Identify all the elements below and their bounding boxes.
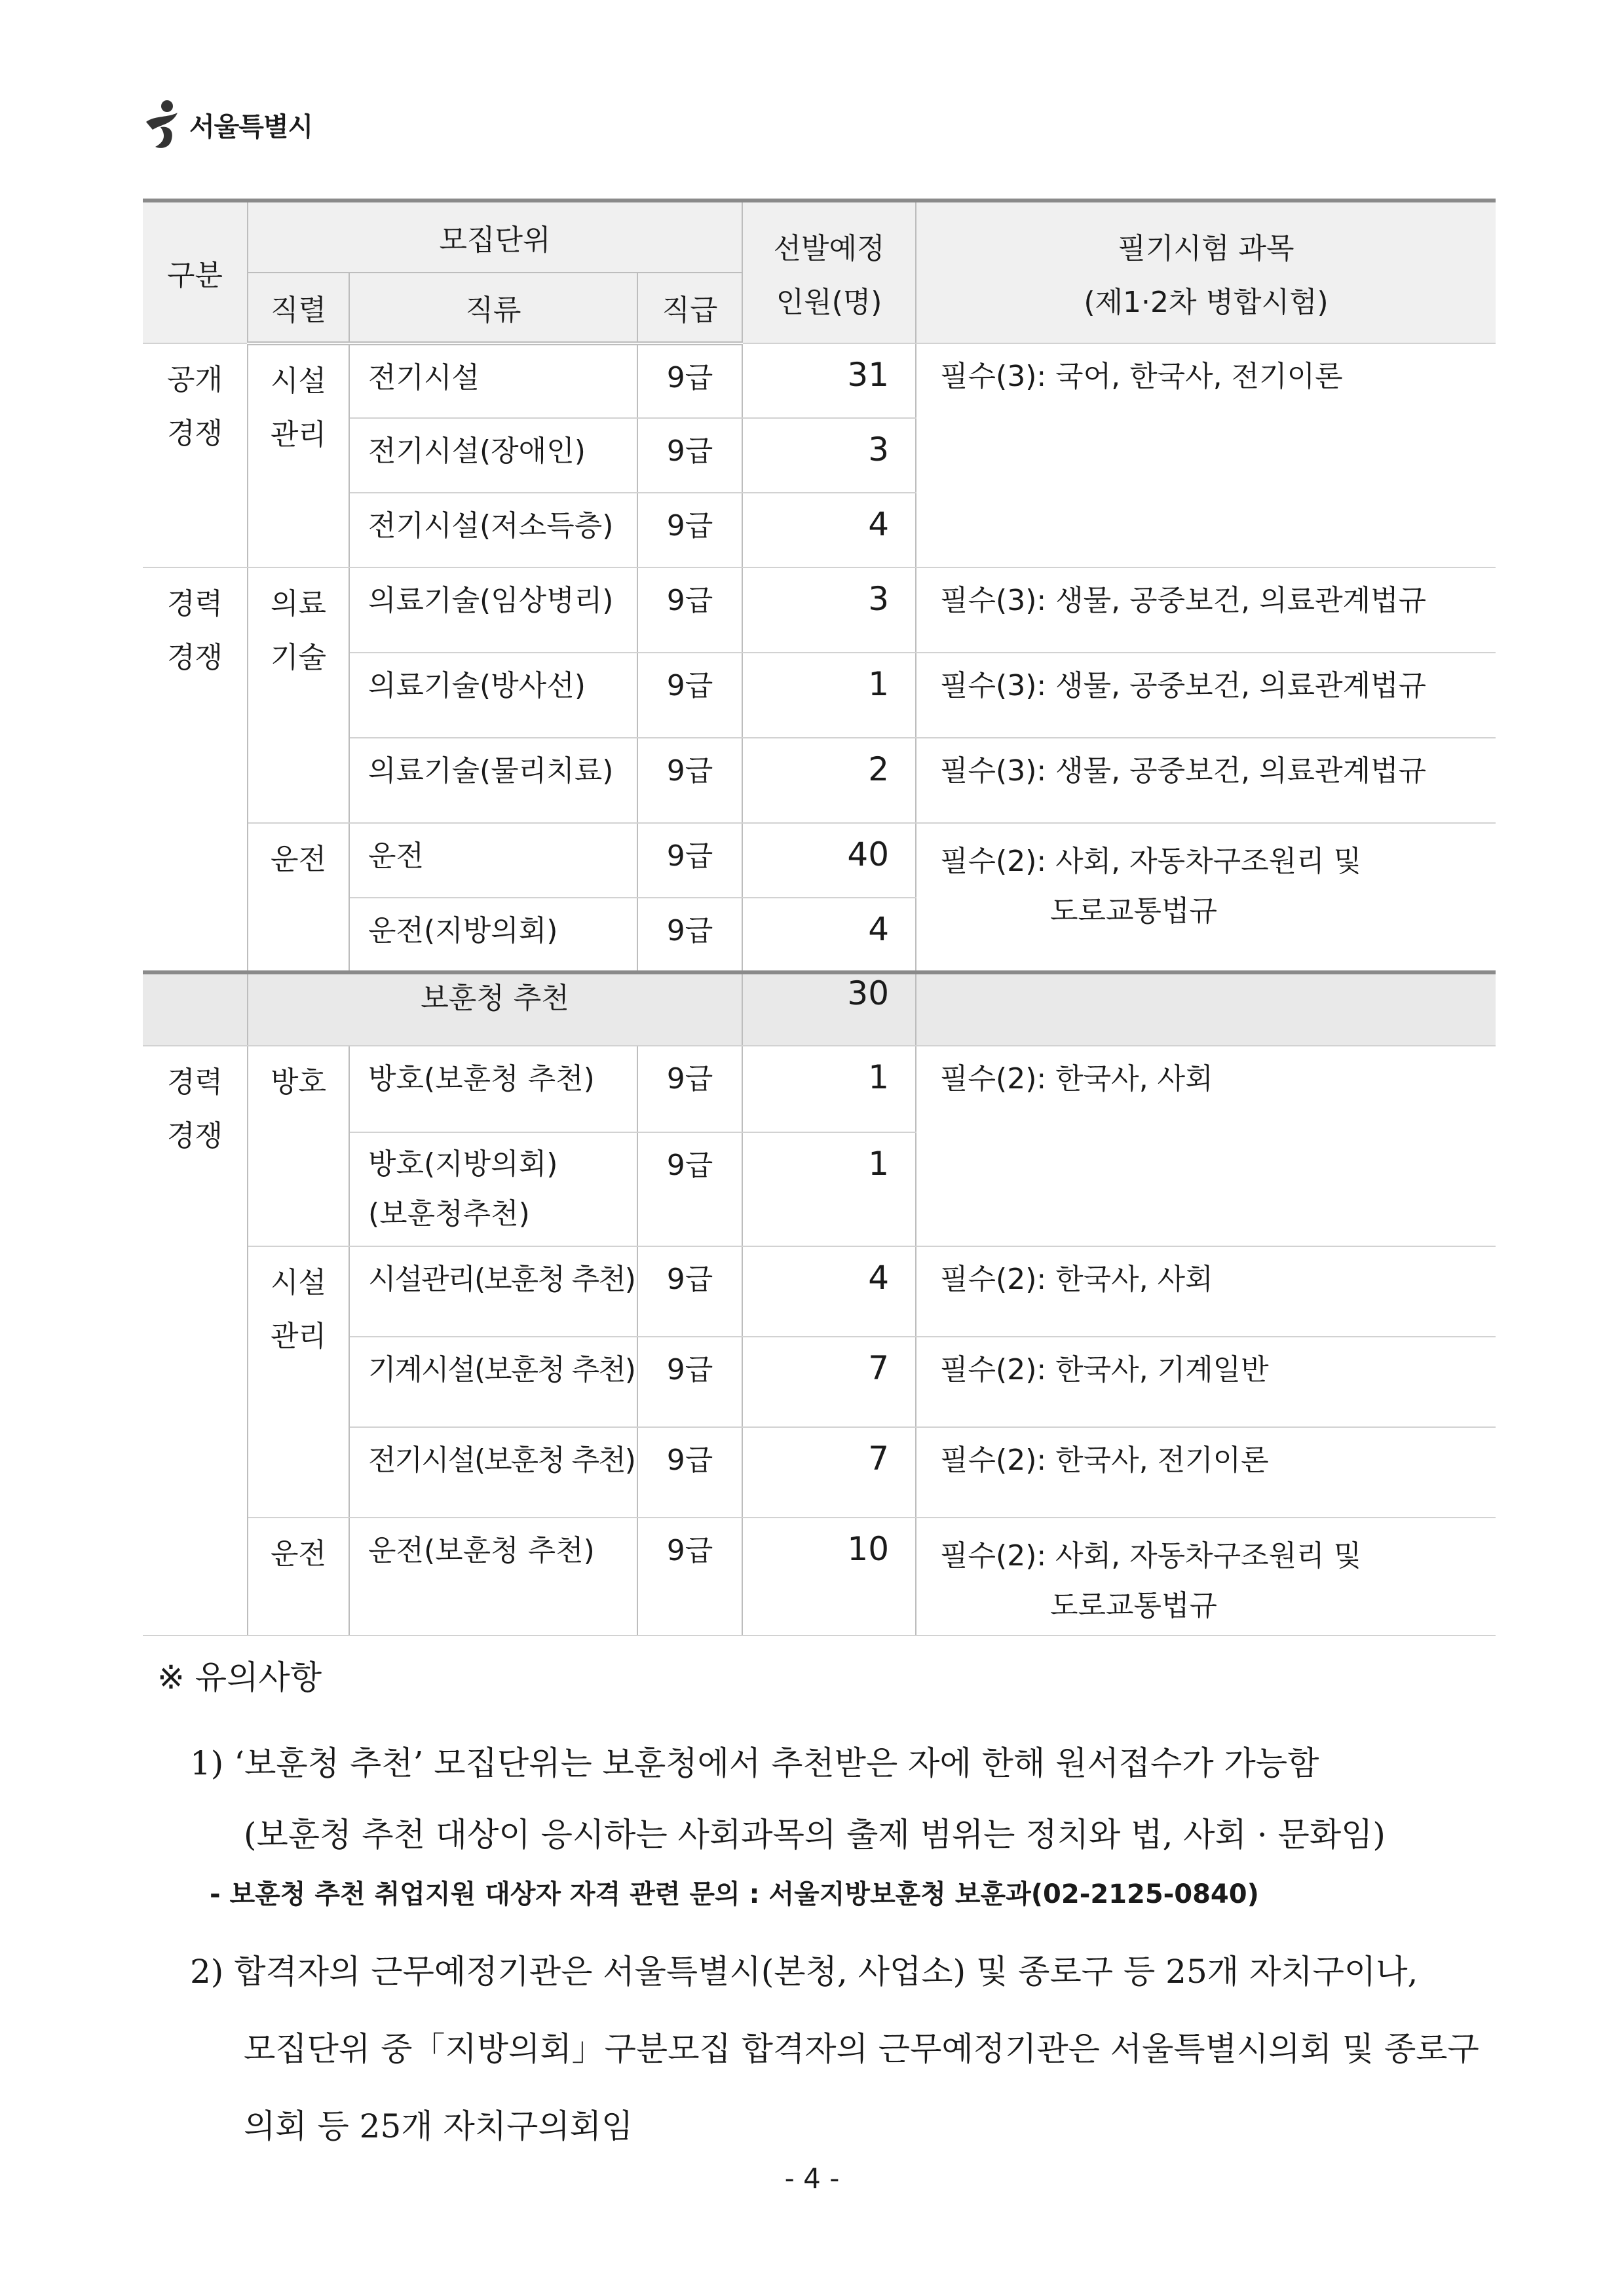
count-cell: 31	[742, 343, 916, 418]
veterans-label: 보훈청 추천	[248, 972, 742, 1046]
grade-cell: 9급	[637, 567, 742, 653]
header-job: 직류	[349, 273, 637, 343]
veterans-total: 30	[742, 972, 916, 1046]
series-driving: 운전	[248, 823, 349, 972]
subjects-line: 필수(2): 사회, 자동차구조원리 및	[940, 1539, 1362, 1573]
job-line: (보훈청추천)	[368, 1197, 530, 1231]
series-text: 기술	[270, 641, 326, 674]
job-cell: 전기시설(보훈청 추천)	[349, 1427, 637, 1518]
category-text: 경쟁	[166, 417, 223, 450]
series-text: 의료	[270, 587, 326, 621]
job-cell: 운전	[349, 823, 637, 898]
subjects-line: 도로교통법규	[1050, 1589, 1218, 1622]
job-cell: 의료기술(방사선)	[349, 653, 637, 738]
count-cell: 7	[742, 1337, 916, 1427]
subjects-cell: 필수(2): 한국사, 기계일반	[916, 1337, 1496, 1427]
vet-empty-cell	[143, 972, 248, 1046]
grade-cell: 9급	[637, 1427, 742, 1518]
header-count-line1: 선발예정	[773, 232, 885, 265]
header-unit: 모집단위	[248, 201, 742, 273]
count-cell: 4	[742, 898, 916, 972]
grade-cell: 9급	[637, 738, 742, 823]
count-cell: 3	[742, 567, 916, 653]
job-cell: 시설관리(보훈청 추천)	[349, 1246, 637, 1337]
job-cell: 전기시설(저소득층)	[349, 493, 637, 567]
page-number: - 4 -	[784, 2162, 840, 2194]
org-name: 서울특별시	[189, 111, 313, 142]
count-cell: 2	[742, 738, 916, 823]
header-series: 직렬	[248, 273, 349, 343]
header-subjects	[916, 201, 1496, 343]
recruitment-table	[143, 199, 1496, 1636]
subjects-cell: 필수(3): 생물, 공중보건, 의료관계법규	[916, 567, 1496, 653]
header-count-line2: 인원(명)	[776, 286, 882, 319]
header-grade: 직급	[637, 273, 742, 343]
seoul-logo	[141, 98, 312, 151]
header-category: 구분	[143, 201, 248, 343]
note-item-2-line: 의회 등 25개 자치구의회임	[244, 2107, 633, 2145]
count-cell: 3	[742, 418, 916, 493]
job-cell: 방호(보훈청 추천)	[349, 1046, 637, 1132]
vet-empty-subjects	[916, 972, 1496, 1046]
series-facility	[248, 343, 349, 567]
series-medical	[248, 567, 349, 823]
series-guard: 방호	[248, 1046, 349, 1246]
category-text: 경쟁	[166, 641, 223, 674]
grade-cell: 9급	[637, 823, 742, 898]
job-cell: 운전(보훈청 추천)	[349, 1518, 637, 1636]
category-text: 경쟁	[166, 1119, 223, 1153]
job-cell	[349, 1132, 637, 1246]
note-item-1-sub: (보훈청 추천 대상이 응시하는 사회과목의 출제 범위는 정치와 법, 사회 · 문화임)	[244, 1816, 1386, 1854]
table-row	[143, 1046, 1496, 1132]
job-cell: 의료기술(임상병리)	[349, 567, 637, 653]
table-row	[143, 567, 1496, 653]
series-vet-facility	[248, 1246, 349, 1518]
count-cell: 10	[742, 1518, 916, 1636]
table-row	[143, 1246, 1496, 1337]
grade-cell: 9급	[637, 418, 742, 493]
count-cell: 1	[742, 1046, 916, 1132]
notes-title: ※ 유의사항	[157, 1658, 322, 1696]
job-line: 방호(지방의회)	[368, 1147, 558, 1181]
series-text: 관리	[270, 418, 326, 451]
category-vet-career	[143, 1046, 248, 1636]
count-cell: 40	[742, 823, 916, 898]
category-career	[143, 567, 248, 972]
grade-cell: 9급	[637, 493, 742, 567]
grade-cell: 9급	[637, 343, 742, 418]
subjects-cell: 필수(3): 국어, 한국사, 전기이론	[916, 343, 1496, 567]
count-cell: 4	[742, 1246, 916, 1337]
subjects-cell: 필수(2): 한국사, 사회	[916, 1046, 1496, 1246]
grade-cell: 9급	[637, 1337, 742, 1427]
subjects-cell	[916, 823, 1496, 972]
count-cell: 1	[742, 1132, 916, 1246]
subjects-line: 필수(2): 사회, 자동차구조원리 및	[940, 845, 1362, 878]
table-row	[143, 343, 1496, 418]
seoul-symbol-icon	[141, 98, 187, 151]
grade-cell: 9급	[637, 1132, 742, 1246]
subjects-cell: 필수(2): 한국사, 사회	[916, 1246, 1496, 1337]
grade-cell: 9급	[637, 1046, 742, 1132]
header-subjects-line1: 필기시험 과목	[1118, 232, 1294, 265]
job-cell: 운전(지방의회)	[349, 898, 637, 972]
category-text: 경력	[166, 587, 223, 621]
note-contact: - 보훈청 추천 취업지원 대상자 자격 관련 문의 : 서울지방보훈청 보훈과(02-2125-0840)	[210, 1879, 1259, 1909]
grade-cell: 9급	[637, 898, 742, 972]
job-cell: 전기시설	[349, 343, 637, 418]
series-vet-driving: 운전	[248, 1518, 349, 1636]
subjects-cell	[916, 1518, 1496, 1636]
grade-cell: 9급	[637, 1246, 742, 1337]
count-cell: 4	[742, 493, 916, 567]
note-item-1: 1) ‘보훈청 추천’ 모집단위는 보훈청에서 추천받은 자에 한해 원서접수가 가능함	[190, 1744, 1319, 1782]
veterans-subtotal-row	[143, 972, 1496, 1046]
series-text: 시설	[270, 364, 326, 398]
subjects-line: 도로교통법규	[1050, 894, 1218, 928]
subjects-cell: 필수(3): 생물, 공중보건, 의료관계법규	[916, 653, 1496, 738]
job-cell: 전기시설(장애인)	[349, 418, 637, 493]
series-text: 시설	[270, 1266, 326, 1299]
category-text: 경력	[166, 1065, 223, 1099]
grade-cell: 9급	[637, 653, 742, 738]
note-item-2-line: 모집단위 중「지방의회」구분모집 합격자의 근무예정기관은 서울특별시의회 및 종로구	[244, 2030, 1479, 2068]
series-text: 관리	[270, 1320, 326, 1353]
count-cell: 7	[742, 1427, 916, 1518]
job-cell: 의료기술(물리치료)	[349, 738, 637, 823]
job-cell: 기계시설(보훈청 추천)	[349, 1337, 637, 1427]
table-row	[143, 1518, 1496, 1636]
category-open	[143, 343, 248, 567]
notes-section	[157, 1651, 1507, 2165]
subjects-cell: 필수(2): 한국사, 전기이론	[916, 1427, 1496, 1518]
note-item-2: 2) 합격자의 근무예정기관은 서울특별시(본청, 사업소) 및 종로구 등 25개 자치구이나,	[190, 1953, 1418, 1991]
category-text: 공개	[166, 363, 223, 396]
grade-cell: 9급	[637, 1518, 742, 1636]
subjects-cell: 필수(3): 생물, 공중보건, 의료관계법규	[916, 738, 1496, 823]
table-row	[143, 823, 1496, 898]
header-subjects-line2: (제1·2차 병합시험)	[1084, 286, 1329, 319]
count-cell: 1	[742, 653, 916, 738]
header-count	[742, 201, 916, 343]
